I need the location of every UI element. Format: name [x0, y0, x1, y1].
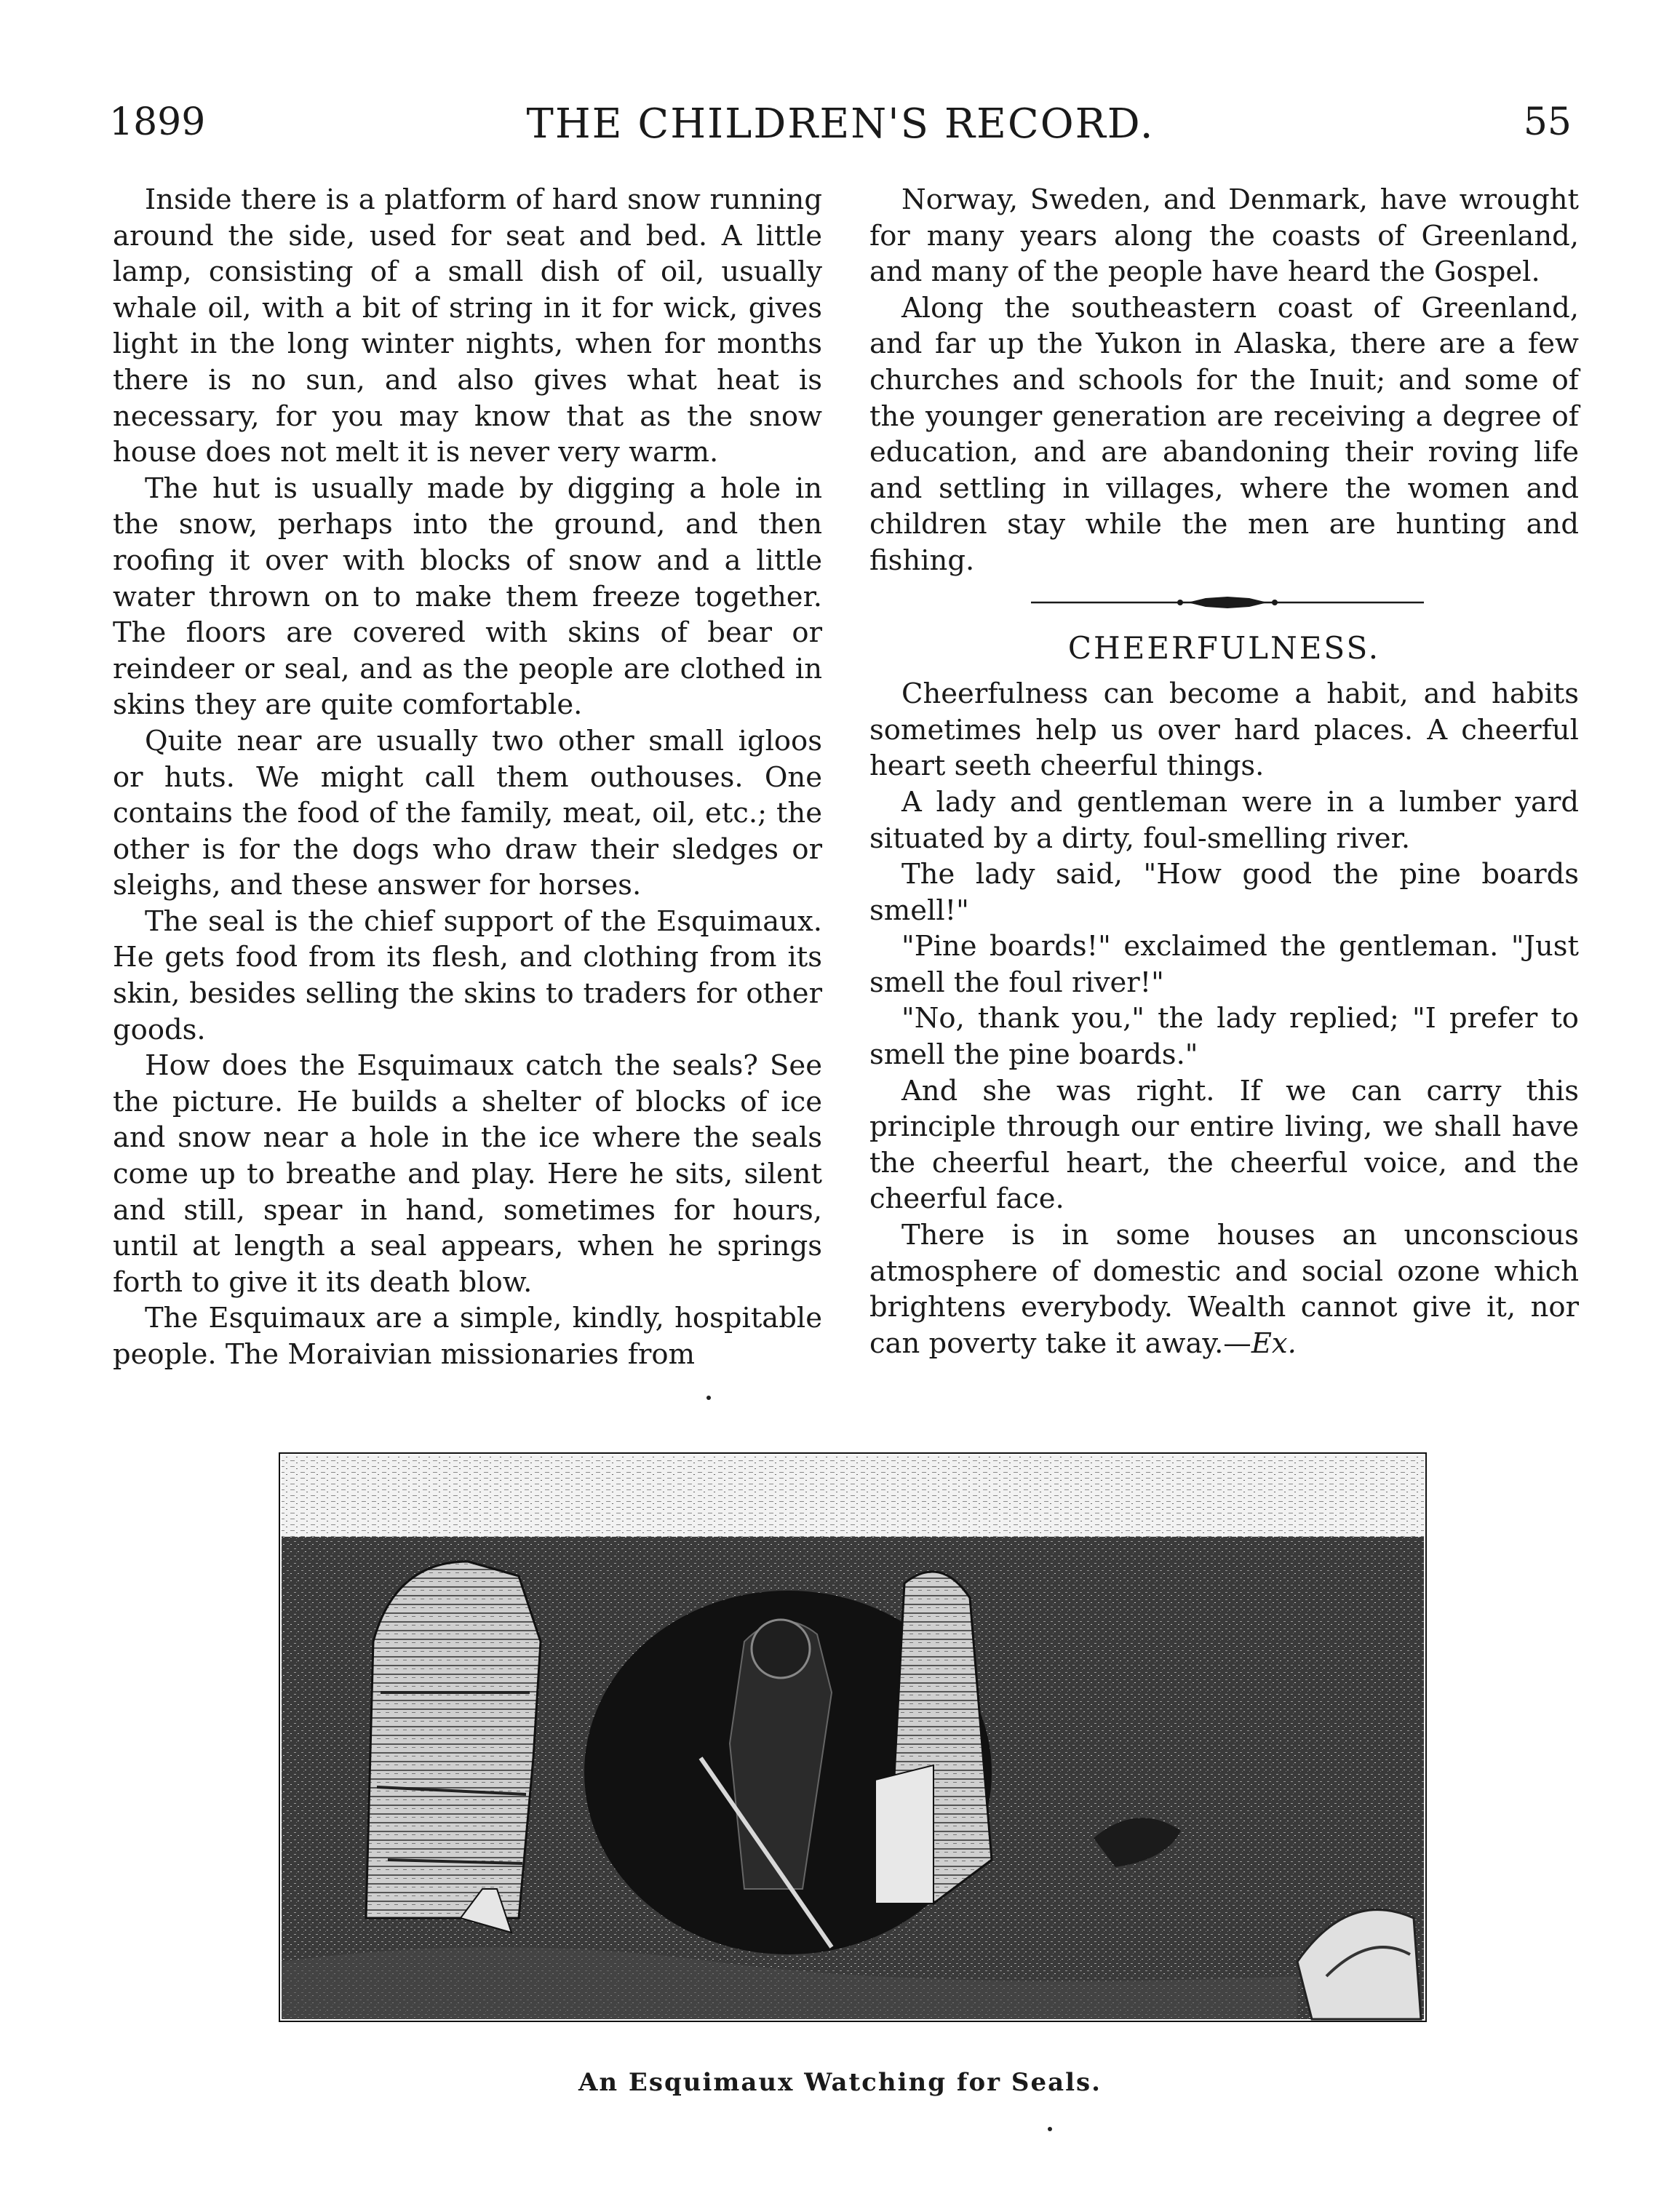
left-column — [113, 182, 822, 1373]
paragraph: Along the southeastern coast of Greenland, and far up the Yukon in Alaska, there are a few churches and schools for the Inuit; and some of the younger generation are receiving a degree of education, and are abandoning their roving life and settling in villages, where the women and children stay while the men are hunting and fishing. — [869, 291, 1579, 577]
paragraph-with-attribution — [869, 1217, 1579, 1361]
print-speck — [706, 1396, 711, 1400]
paragraph: Quite near are usually two other small igloos or huts. We might call them outhouses. One contains the food of the family, meat, oil, etc.; the other is for the dogs who draw their sledges or sleighs, and these answer for horses. — [113, 724, 822, 902]
figure-caption: An Esquimaux Watching for Seals. — [578, 2068, 1102, 2097]
paragraph: Inside there is a platform of hard snow running around the side, used for seat and bed. A little lamp, consisting of a small dish of oil, usually whale oil, with a bit of string in it for wick, gives light in the long winter nights, when for months there is no sun, and also gives what heat is necessary, for you may know that as the snow house does not melt it is never very warm. — [113, 183, 822, 469]
page-header — [109, 100, 1572, 159]
ornamental-divider — [869, 584, 1579, 627]
paragraph: "No, thank you," the lady replied; "I prefer to smell the pine boards." — [869, 1002, 1579, 1072]
paragraph-text: There is in some houses an unconscious atmosphere of domestic and social ozone which brightens everybody. Wealth cannot give it, nor can poverty take it away.— — [869, 1219, 1579, 1360]
paragraph: The lady said, "How good the pine boards smell!" — [869, 858, 1579, 927]
attribution: Ex. — [1251, 1326, 1297, 1360]
paragraph: Cheerfulness can become a habit, and habits sometimes help us over hard places. A cheerful heart seeth cheerful things. — [869, 677, 1579, 783]
publication-title: THE CHILDREN'S RECORD. — [526, 100, 1155, 148]
paragraph: And she was right. If we can carry this principle through our entire living, we shall have the cheerful heart, the cheerful voice, and the cheerful face. — [869, 1074, 1579, 1216]
divider-ornament-icon — [1031, 594, 1424, 611]
header-year: 1899 — [109, 100, 206, 144]
paragraph: A lady and gentleman were in a lumber yard situated by a dirty, foul-smelling river. — [869, 785, 1579, 855]
paragraph: The hut is usually made by digging a hole in the snow, perhaps into the ground, and then roofing it over with blocks of snow and a little water thrown on to make them freeze together. The floors are covered with skins of bear or reindeer or seal, and as the people are clothed in skins they are quite comfortable. — [113, 472, 822, 722]
paragraph: The seal is the chief support of the Esquimaux. He gets food from its flesh, and clothing from its skin, besides selling the skins to traders for other goods. — [113, 904, 822, 1046]
esquimaux-seal-hunt-image — [279, 1452, 1427, 2022]
section-heading: CHEERFULNESS. — [1067, 629, 1381, 666]
print-speck — [1048, 2127, 1052, 2131]
paragraph: Norway, Sweden, and Denmark, have wrought for many years along the coasts of Greenland, and many of the people have heard the Gospel. — [869, 183, 1579, 289]
right-column — [869, 182, 1579, 1361]
paragraph: The Esquimaux are a simple, kindly, hospitable people. The Moraivian missionaries from — [113, 1302, 822, 1371]
paragraph: How does the Esquimaux catch the seals? See the picture. He builds a shelter of blocks of ice and snow near a hole in the ice where the seals come up to breathe and play. Here he sits, silent and still, spear in hand, sometimes for hours, until at length a seal appears, when he springs forth to give it its death blow. — [113, 1049, 822, 1299]
engraving-illustration — [279, 1452, 1427, 2022]
paragraph: "Pine boards!" exclaimed the gentleman. "Just smell the foul river!" — [869, 930, 1579, 999]
page-number: 55 — [1523, 100, 1572, 144]
